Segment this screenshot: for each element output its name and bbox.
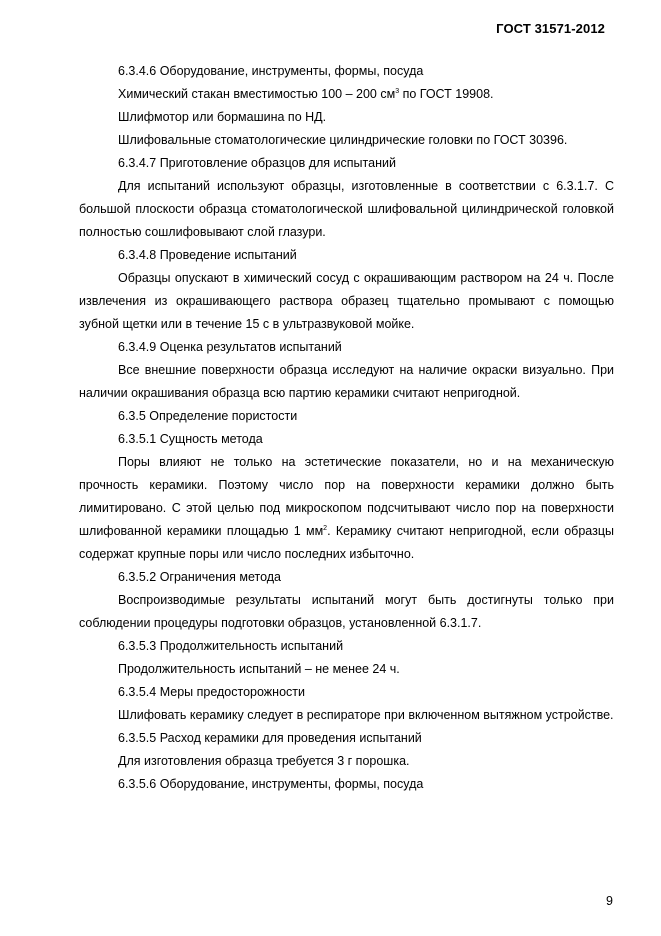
paragraph [79, 635, 614, 658]
paragraph-text: Шлифовать керамику следует в респираторе при включенном вытяжном устройстве. [118, 708, 614, 722]
paragraph [79, 773, 614, 796]
paragraph-text: 6.3.5.5 Расход керамики для проведения испытаний [118, 731, 422, 745]
paragraph [79, 566, 614, 589]
paragraph-text: 6.3.4.9 Оценка результатов испытаний [118, 340, 342, 354]
paragraph-text-continued: по ГОСТ 19908. [399, 87, 494, 101]
paragraph-text: Образцы опускают в химический сосуд с окрашивающим раствором на 24 ч. После извлечения из окрашивающего раствора образец тщательно промывают с помощью зубной щетки или в течение 15 с в ультразвуковой мойке. [79, 271, 614, 331]
paragraph [79, 359, 614, 405]
paragraph [79, 267, 614, 336]
paragraph [79, 336, 614, 359]
paragraph-text: 6.3.5.2 Ограничения метода [118, 570, 282, 584]
paragraph-text: Все внешние поверхности образца исследуют на наличие окраски визуально. При наличии окрашивания образца всю партию керамики считают непригодной. [79, 363, 614, 400]
paragraph-text: Для испытаний используют образцы, изготовленные в соответствии с 6.3.1.7. С большой плоскости образца стоматологической шлифовальной цилиндрической головкой полностью сошлифовывают слой глазури. [79, 179, 614, 239]
paragraph [79, 658, 614, 681]
paragraph-text: Шлифовальные стоматологические цилиндрические головки по ГОСТ 30396. [118, 133, 568, 147]
paragraph-text: 6.3.4.6 Оборудование, инструменты, формы, посуда [118, 64, 424, 78]
paragraph-text: Продолжительность испытаний – не менее 24 ч. [118, 662, 400, 676]
paragraph-text: 6.3.5.3 Продолжительность испытаний [118, 639, 344, 653]
superscript: 3 [395, 88, 400, 95]
paragraph [79, 589, 614, 635]
paragraph-text: 6.3.4.7 Приготовление образцов для испытаний [118, 156, 396, 170]
paragraph [79, 727, 614, 750]
superscript: 2 [323, 525, 328, 532]
paragraph-text: 6.3.4.8 Проведение испытаний [118, 248, 297, 262]
paragraph-text: Для изготовления образца требуется 3 г порошка. [118, 754, 410, 768]
paragraph [79, 60, 614, 83]
paragraph [79, 704, 614, 727]
paragraph [79, 129, 614, 152]
paragraph [79, 750, 614, 773]
paragraph-text: Поры влияют не только на эстетические показатели, но и на механическую прочность керамики. Поэтому число пор на поверхности керамики должно быть лимитировано. С этой целью под микроскопом подсчитывают число пор на поверхности шлифованной керамики площадью 1 мм [79, 455, 614, 538]
paragraph [79, 175, 614, 244]
paragraph-text: 6.3.5.6 Оборудование, инструменты, формы, посуда [118, 777, 424, 791]
paragraph [79, 83, 614, 106]
paragraph [79, 428, 614, 451]
paragraph-text: 6.3.5.4 Меры предосторожности [118, 685, 305, 699]
paragraph [79, 405, 614, 428]
paragraph [79, 681, 614, 704]
paragraph-text-continued: . Керамику считают непригодной, если образцы содержат крупные поры или число последних избыточно. [79, 524, 614, 561]
page-number: 9 [606, 894, 613, 908]
paragraph-text: 6.3.5 Определение пористости [118, 409, 298, 423]
paragraph-text: Химический стакан вместимостью 100 – 200 см [118, 87, 396, 101]
paragraph [79, 152, 614, 175]
paragraph-text: Шлифмотор или бормашина по НД. [118, 110, 327, 124]
paragraph-text: 6.3.5.1 Сущность метода [118, 432, 263, 446]
paragraph-text: Воспроизводимые результаты испытаний могут быть достигнуты только при соблюдении процедуры подготовки образцов, установленной 6.3.1.7. [79, 593, 614, 630]
document-id-header: ГОСТ 31571-2012 [496, 21, 605, 36]
paragraph [79, 451, 614, 566]
document-body [79, 60, 614, 796]
paragraph [79, 244, 614, 267]
paragraph [79, 106, 614, 129]
